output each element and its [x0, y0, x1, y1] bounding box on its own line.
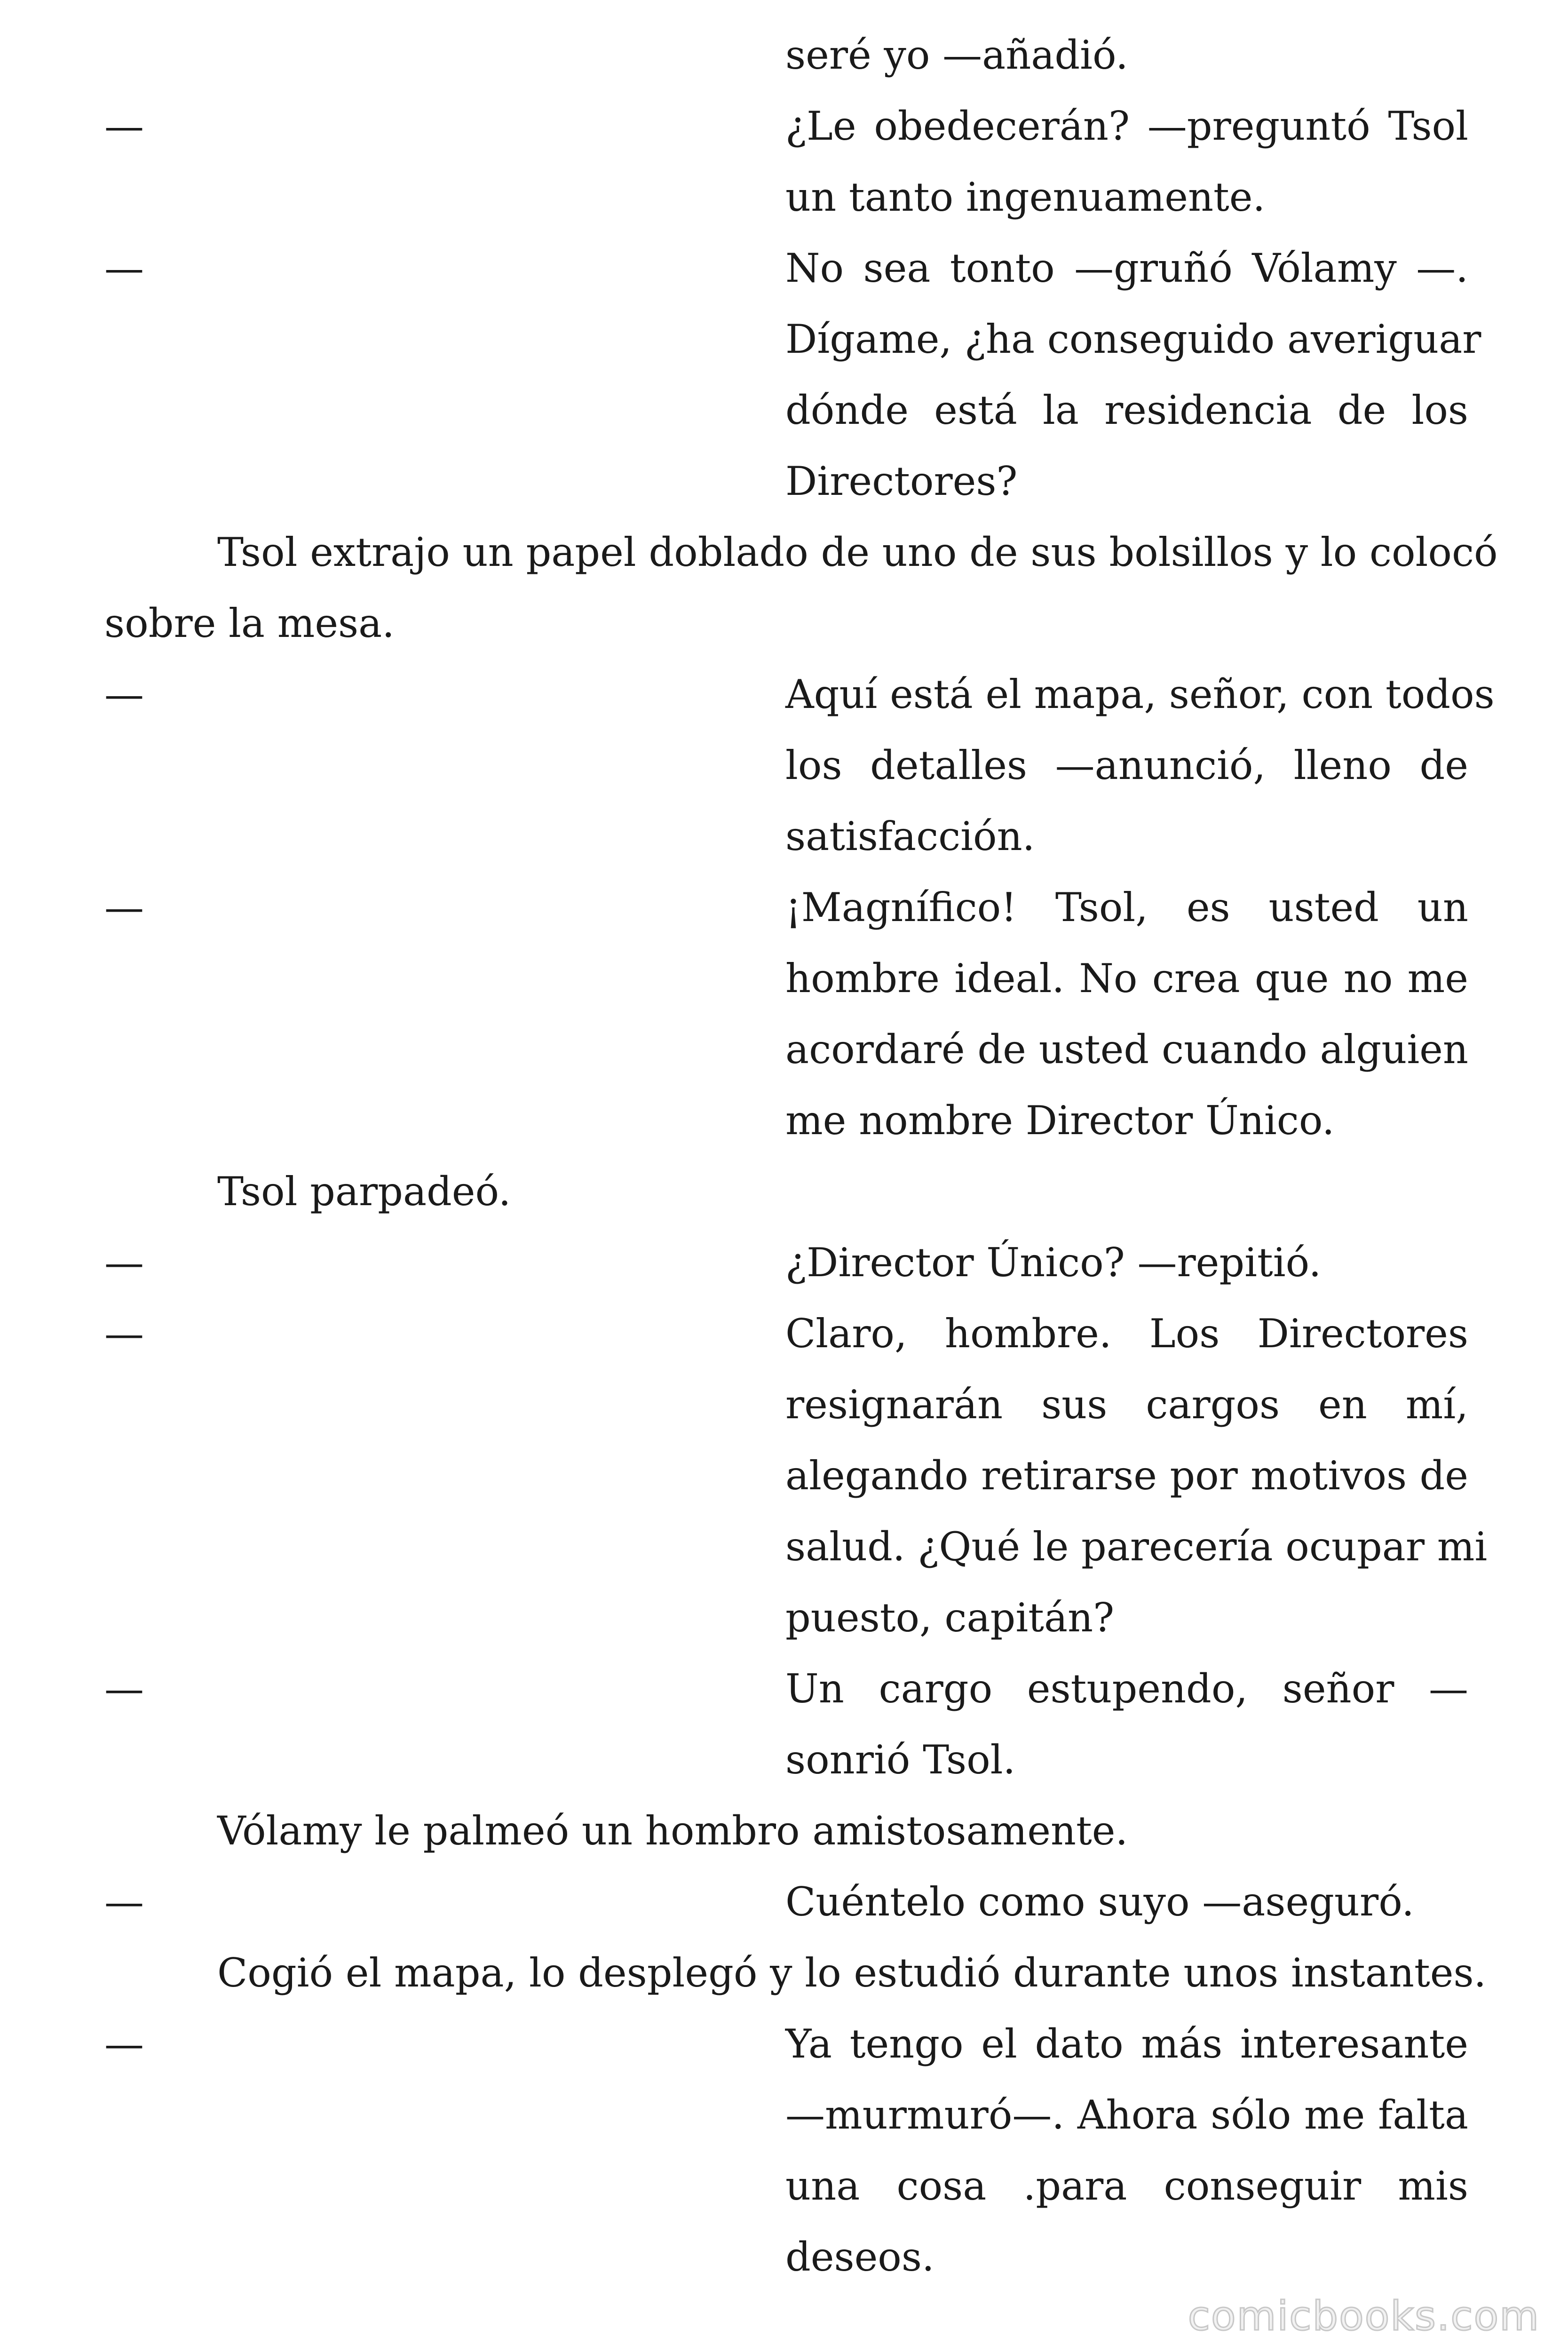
- text-line: [0, 304, 1568, 374]
- dialogue-text: seré yo —añadió.: [785, 32, 1128, 78]
- text-line: [0, 20, 1568, 90]
- text-line: [0, 446, 1568, 516]
- text-line: [0, 1298, 1568, 1369]
- text-line: [0, 730, 1568, 801]
- dialogue-text: ¿Director Único? —repitió.: [785, 1240, 1322, 1286]
- narration-text: Cogió el mapa, lo desplegó y lo estudió durante unos instantes.: [217, 1950, 1487, 1996]
- dialogue-text: Cuéntelo como suyo —aseguró.: [785, 1879, 1414, 1925]
- dialogue-text: —murmuró—. Ahora sólo me falta: [785, 2092, 1468, 2138]
- text-line: [0, 233, 1568, 303]
- dialogue-text: me nombre Director Único.: [785, 1097, 1335, 1144]
- dialogue-text: puesto, capitán?: [785, 1595, 1115, 1641]
- text-line: [0, 1653, 1568, 1724]
- text-line: [0, 659, 1568, 730]
- dialogue-dash: —: [104, 671, 144, 717]
- text-line: [0, 1085, 1568, 1156]
- narration-text: Vólamy le palmeó un hombro amistosamente.: [217, 1808, 1128, 1854]
- dialogue-text: resignarán sus cargos en mí,: [785, 1382, 1468, 1428]
- dialogue-text: dónde está la residencia de los: [785, 387, 1468, 433]
- dialogue-text: Claro, hombre. Los Directores: [785, 1311, 1468, 1357]
- text-line: [0, 943, 1568, 1014]
- dialogue-text: los detalles —anunció, lleno de: [785, 742, 1468, 788]
- text-line: [0, 872, 1568, 943]
- dialogue-text: Aquí está el mapa, señor, con todos: [785, 671, 1495, 717]
- text-line: [0, 1227, 1568, 1298]
- narration-text: Tsol extrajo un papel doblado de uno de sus bolsillos y lo colocó: [217, 529, 1498, 575]
- dialogue-dash: —: [104, 1311, 144, 1357]
- text-line: [0, 1938, 1568, 2008]
- dialogue-dash: —: [104, 1666, 144, 1712]
- dialogue-text: una cosa .para conseguir mis: [785, 2163, 1468, 2209]
- dialogue-text: Directores?: [785, 458, 1018, 504]
- text-line: [0, 2151, 1568, 2221]
- text-line: [0, 1440, 1568, 1511]
- text-line: [0, 1724, 1568, 1795]
- dialogue-text: alegando retirarse por motivos de: [785, 1453, 1468, 1499]
- text-line: [0, 517, 1568, 588]
- text-line: [0, 1014, 1568, 1085]
- dialogue-text: Un cargo estupendo, señor —: [785, 1666, 1468, 1712]
- dialogue-text: deseos.: [785, 2234, 934, 2280]
- text-line: [0, 588, 1568, 659]
- dialogue-dash: —: [104, 1240, 144, 1286]
- dialogue-text: ¿Le obedecerán? —preguntó Tsol: [785, 103, 1468, 149]
- dialogue-text: Dígame, ¿ha conseguido averiguar: [785, 316, 1481, 362]
- text-line: [0, 1796, 1568, 1866]
- dialogue-text: sonrió Tsol.: [785, 1737, 1016, 1783]
- dialogue-dash: —: [104, 1879, 144, 1925]
- text-line: [0, 1582, 1568, 1653]
- dialogue-dash: —: [104, 245, 144, 291]
- dialogue-text: Ya tengo el dato más interesante: [785, 2021, 1468, 2067]
- dialogue-dash: —: [104, 884, 144, 930]
- dialogue-text: satisfacción.: [785, 813, 1035, 859]
- narration-text: sobre la mesa.: [104, 600, 395, 646]
- dialogue-dash: —: [104, 2021, 144, 2067]
- dialogue-text: acordaré de usted cuando alguien: [785, 1026, 1468, 1073]
- text-line: [0, 162, 1568, 232]
- dialogue-text: salud. ¿Qué le parecería ocupar mi: [785, 1524, 1488, 1570]
- text-line: [0, 1867, 1568, 1937]
- text-line: [0, 801, 1568, 872]
- text-line: [0, 91, 1568, 161]
- dialogue-text: ¡Magnífico! Tsol, es usted un: [785, 884, 1468, 930]
- dialogue-text: un tanto ingenuamente.: [785, 174, 1266, 220]
- text-line: [0, 1511, 1568, 1582]
- text-line: [0, 2080, 1568, 2150]
- text-line: [0, 1156, 1568, 1227]
- dialogue-text: hombre ideal. No crea que no me: [785, 955, 1468, 1001]
- text-line: [0, 2222, 1568, 2292]
- narration-text: Tsol parpadeó.: [217, 1168, 511, 1215]
- text-line: [0, 1369, 1568, 1440]
- dialogue-dash: —: [104, 103, 144, 149]
- watermark: comicbooks.com: [1188, 2293, 1540, 2340]
- dialogue-text: No sea tonto —gruñó Vólamy —.: [785, 245, 1468, 291]
- text-line: [0, 375, 1568, 445]
- text-line: [0, 2009, 1568, 2079]
